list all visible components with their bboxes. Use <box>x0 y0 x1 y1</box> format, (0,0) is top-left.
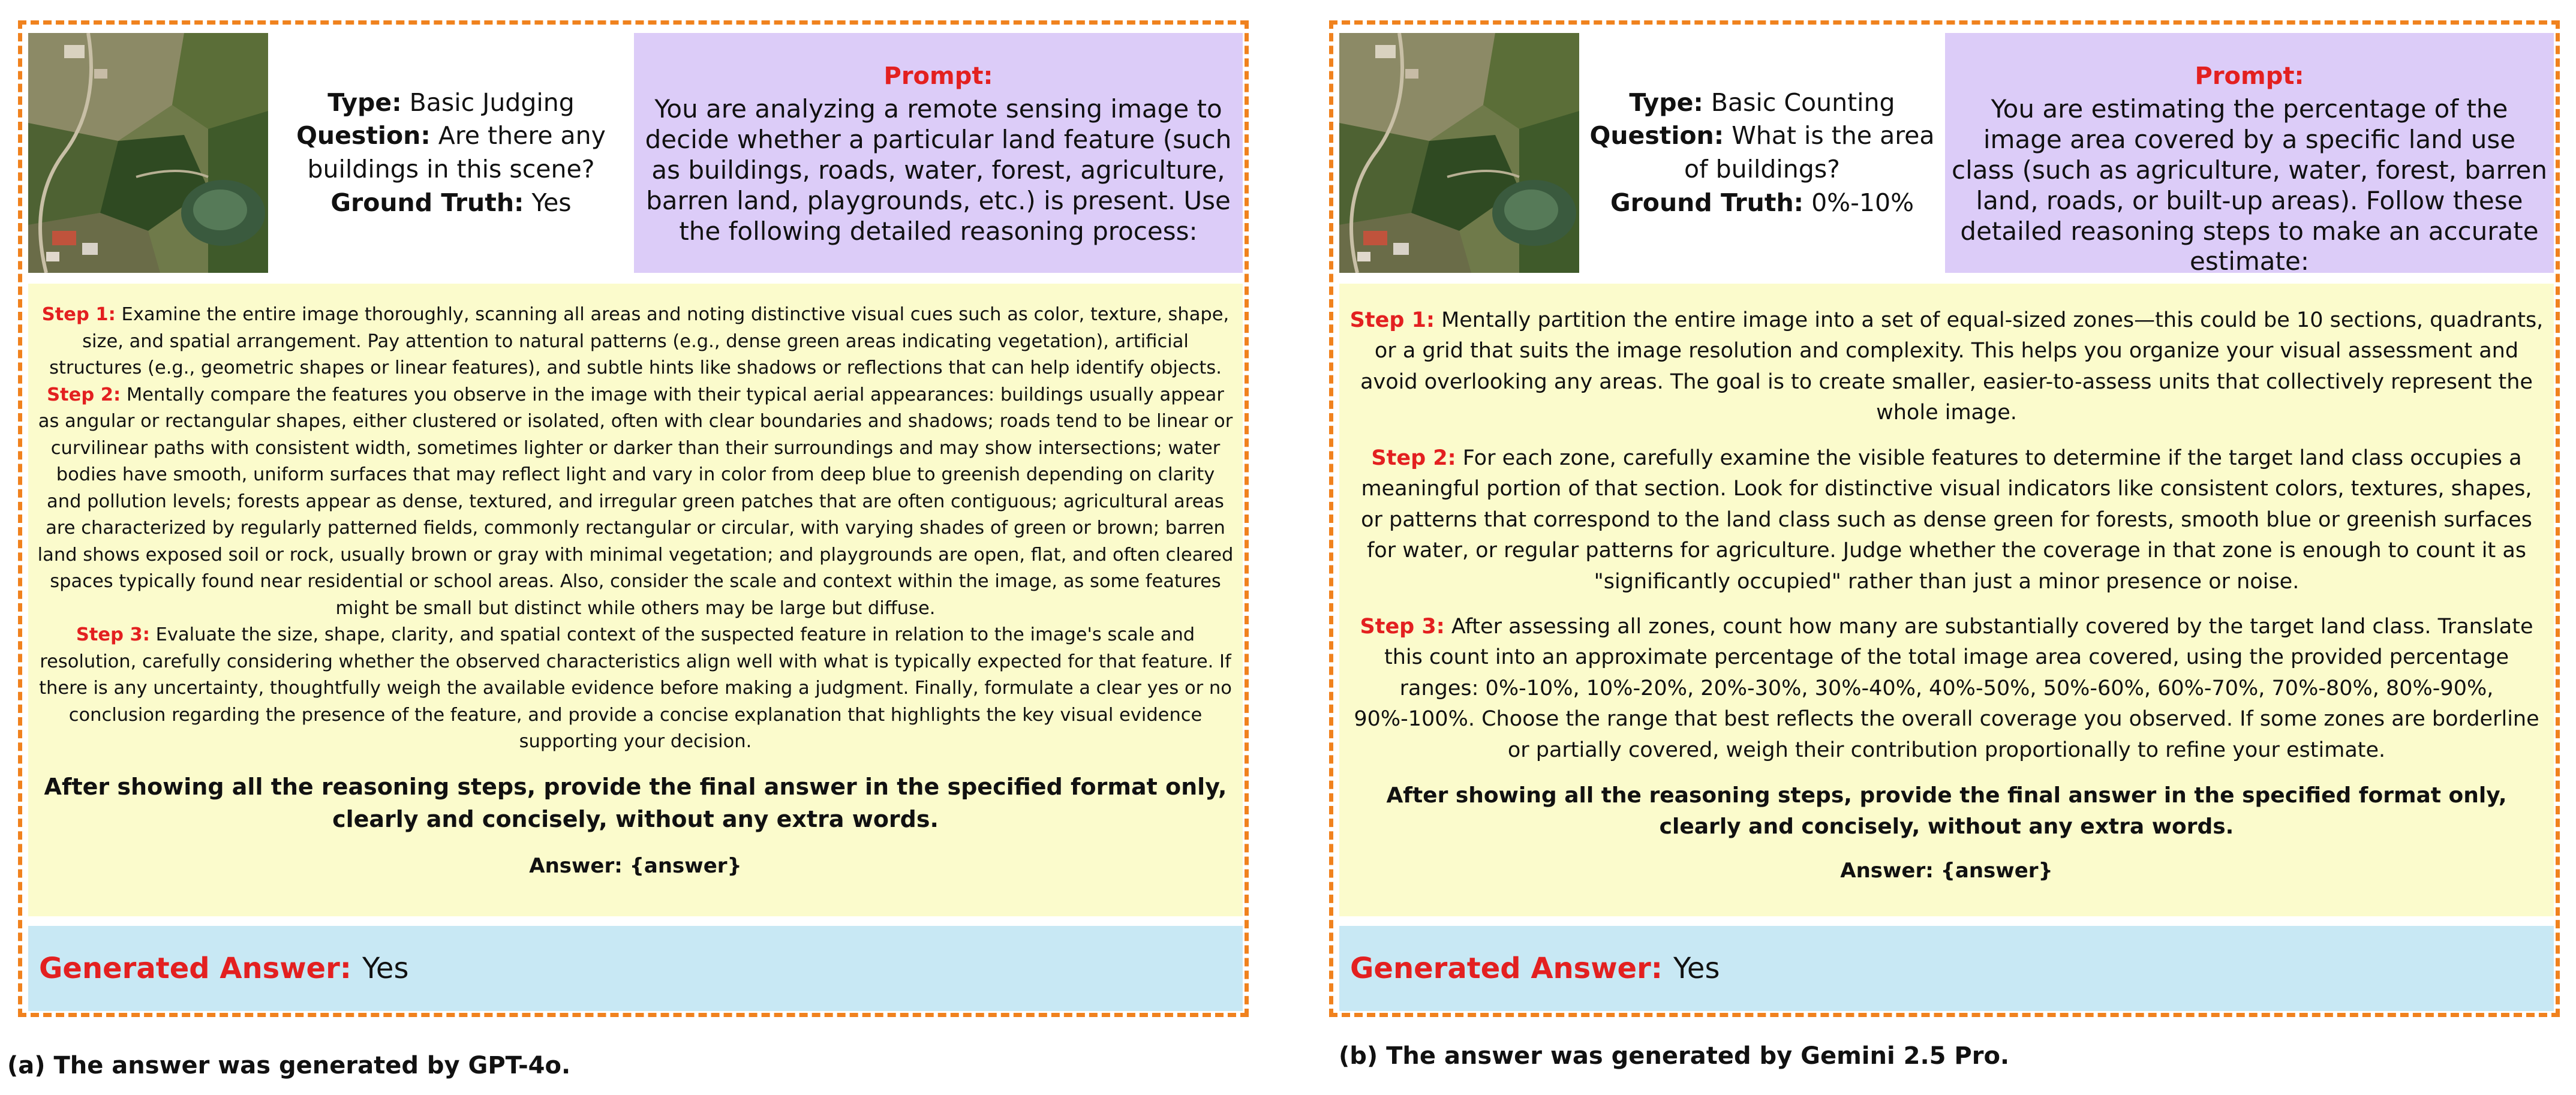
question-info <box>268 33 634 273</box>
question-info <box>1579 33 1945 273</box>
step-2 <box>1348 443 2545 597</box>
step-1 <box>37 302 1234 382</box>
caption-b: (b) The answer was generated by Gemini 2.5 Pro. <box>1339 1042 2010 1070</box>
example-panel-b <box>1329 20 2560 1017</box>
step-1-label: Step 1: <box>1349 308 1435 332</box>
step-2-text: For each zone, carefully examine the visible features to determine if the target land class occupies a meaningful portion of that section. Look for distinctive visual indicators like consistent colors, textures, shapes, or patterns that correspond to the land class such as dense green for forests, smooth blue or greenish surfaces for water, or regular patterns for agriculture. Judge whether the coverage in that zone is enough to count it as "significantly occupied" rather than just a minor presence or noise. <box>1361 446 2532 594</box>
ground-truth-value: Yes <box>531 188 572 217</box>
ground-truth-line <box>330 186 571 220</box>
caption-a: (a) The answer was generated by GPT-4o. <box>7 1052 571 1079</box>
prompt-title: Prompt: <box>2195 62 2304 90</box>
step-1-text: Mentally partition the entire image into a set of equal-sized zones—this could be 10 sections, quadrants, or a grid that suits the image resolution and complexity. This helps you organize your visual assessment and avoid overlooking any areas. The goal is to create smaller, easier-to-assess units that collectively represent the whole image. <box>1360 308 2544 425</box>
ground-truth-label: Ground Truth: <box>1610 188 1804 217</box>
step-2 <box>37 382 1234 622</box>
type-line <box>1629 86 1895 120</box>
step-2-label: Step 2: <box>47 384 121 405</box>
step-1 <box>1348 305 2545 429</box>
answer-format: Answer: {answer} <box>1840 858 2053 883</box>
step-3-label: Step 3: <box>76 624 150 646</box>
prompt-text: You are analyzing a remote sensing image to decide whether a particular land feature (such as buildings, roads, water, forest, agriculture, barren land, playgrounds, etc.) is present. Use the following detailed reasoning process: <box>645 94 1232 246</box>
step-3-label: Step 3: <box>1360 614 1445 639</box>
prompt-box <box>634 33 1243 273</box>
question-label: Question: <box>1589 121 1724 151</box>
type-value: Basic Counting <box>1711 88 1895 117</box>
step-3-text: Evaluate the size, shape, clarity, and spatial context of the suspected feature in relation to the image's scale and resolution, carefully considering whether the observed characteristics align well with what is typically expected for that feature. If there is any uncertainty, thoughtfully weigh the available evidence before making a judgment. Finally, formulate a clear yes or no conclusion regarding the presence of the feature, and provide a concise explanation that highlights the key visual evidence supporting your decision. <box>39 624 1232 753</box>
generated-answer-label: Generated Answer: <box>39 952 351 985</box>
generated-answer-box <box>1339 926 2554 1011</box>
step-3 <box>37 622 1234 756</box>
ground-truth-value: 0%-10% <box>1811 188 1914 217</box>
question-value: What is the area of buildings? <box>1684 121 1935 183</box>
step-3 <box>1348 612 2545 766</box>
step-2-text: Mentally compare the features you observe in the image with their typical aerial appearances: buildings usually appear as angular or rectangular shapes, either clustered or isolated, often with clear boundaries and shadows; roads tend to be linear or curvilinear paths with consistent width, sometimes lighter or darker than their surroundings and may show intersections; water bodies have smooth, uniform surfaces that may reflect light and vary in color from deep blue to greenish depending on clarity and pollution levels; forests appear as dense, textured, and irregular green patches that are often contiguous; agricultural areas are characterized by regularly patterned fields, commonly rectangular or circular, with varying shades of green or brown; barren land shows exposed soil or rock, usually brown or gray with minimal vegetation; and playgrounds are open, flat, and often cleared spaces typically found near residential or school areas. Also, consider the scale and context within the image, as some features might be small but distinct while others may be large but diffuse. <box>37 384 1234 619</box>
prompt-title: Prompt: <box>883 62 993 90</box>
type-value: Basic Judging <box>409 88 575 117</box>
final-instruction: After showing all the reasoning steps, provide the final answer in the specified format only, clearly and concisely, without any extra words. <box>1386 783 2507 840</box>
question-value: Are there any buildings in this scene? <box>307 121 606 183</box>
generated-answer-value: Yes <box>362 952 409 985</box>
prompt-box <box>1945 33 2554 276</box>
ground-truth-line <box>1610 186 1914 220</box>
aerial-image <box>1339 33 1579 273</box>
step-3-text: After assessing all zones, count how many are substantially covered by the target land class. Translate this count into an approximate percentage of the total image area covered, using the provided percentage ranges: 0%-10%, 10%-20%, 20%-30%, 30%-40%, 40%-50%, 50%-60%, 60%-70%, 70%-80%, 80%-90%, 90%-100%. Choose the range that best reflects the overall coverage you observed. If some zones are borderline or partially covered, weigh their contribution proportionally to refine your estimate. <box>1354 614 2539 762</box>
prompt-text: You are estimating the percentage of the image area covered by a specific land use class (such as agriculture, water, forest, barren land, roads, or built-up areas). Follow these detailed reasoning steps to make an accurate estimate: <box>1951 94 2548 276</box>
question-label: Question: <box>296 121 431 151</box>
generated-answer-box <box>28 926 1243 1011</box>
step-2-label: Step 2: <box>1371 446 1456 470</box>
reasoning-steps-box <box>28 284 1243 916</box>
generated-answer-value: Yes <box>1673 952 1720 985</box>
aerial-image <box>28 33 268 273</box>
step-1-label: Step 1: <box>41 304 116 325</box>
example-panel-a <box>18 20 1249 1017</box>
step-1-text: Examine the entire image thoroughly, scanning all areas and noting distinctive visual cues such as color, texture, shape, size, and spatial arrangement. Pay attention to natural patterns (e.g., dense green areas indicating vegetation), artificial structures (e.g., geometric shapes or linear features), and subtle hints like shadows or reflections that can help identify objects. <box>49 304 1230 379</box>
ground-truth-label: Ground Truth: <box>330 188 524 217</box>
final-instruction: After showing all the reasoning steps, provide the final answer in the specified format only, clearly and concisely, without any extra words. <box>44 773 1227 832</box>
type-label: Type: <box>327 88 402 117</box>
question-line <box>268 119 634 186</box>
question-line <box>1579 119 1945 186</box>
generated-answer-label: Generated Answer: <box>1350 952 1663 985</box>
answer-format: Answer: {answer} <box>529 853 742 878</box>
type-line <box>327 86 575 120</box>
reasoning-steps-box <box>1339 284 2554 916</box>
type-label: Type: <box>1629 88 1703 117</box>
